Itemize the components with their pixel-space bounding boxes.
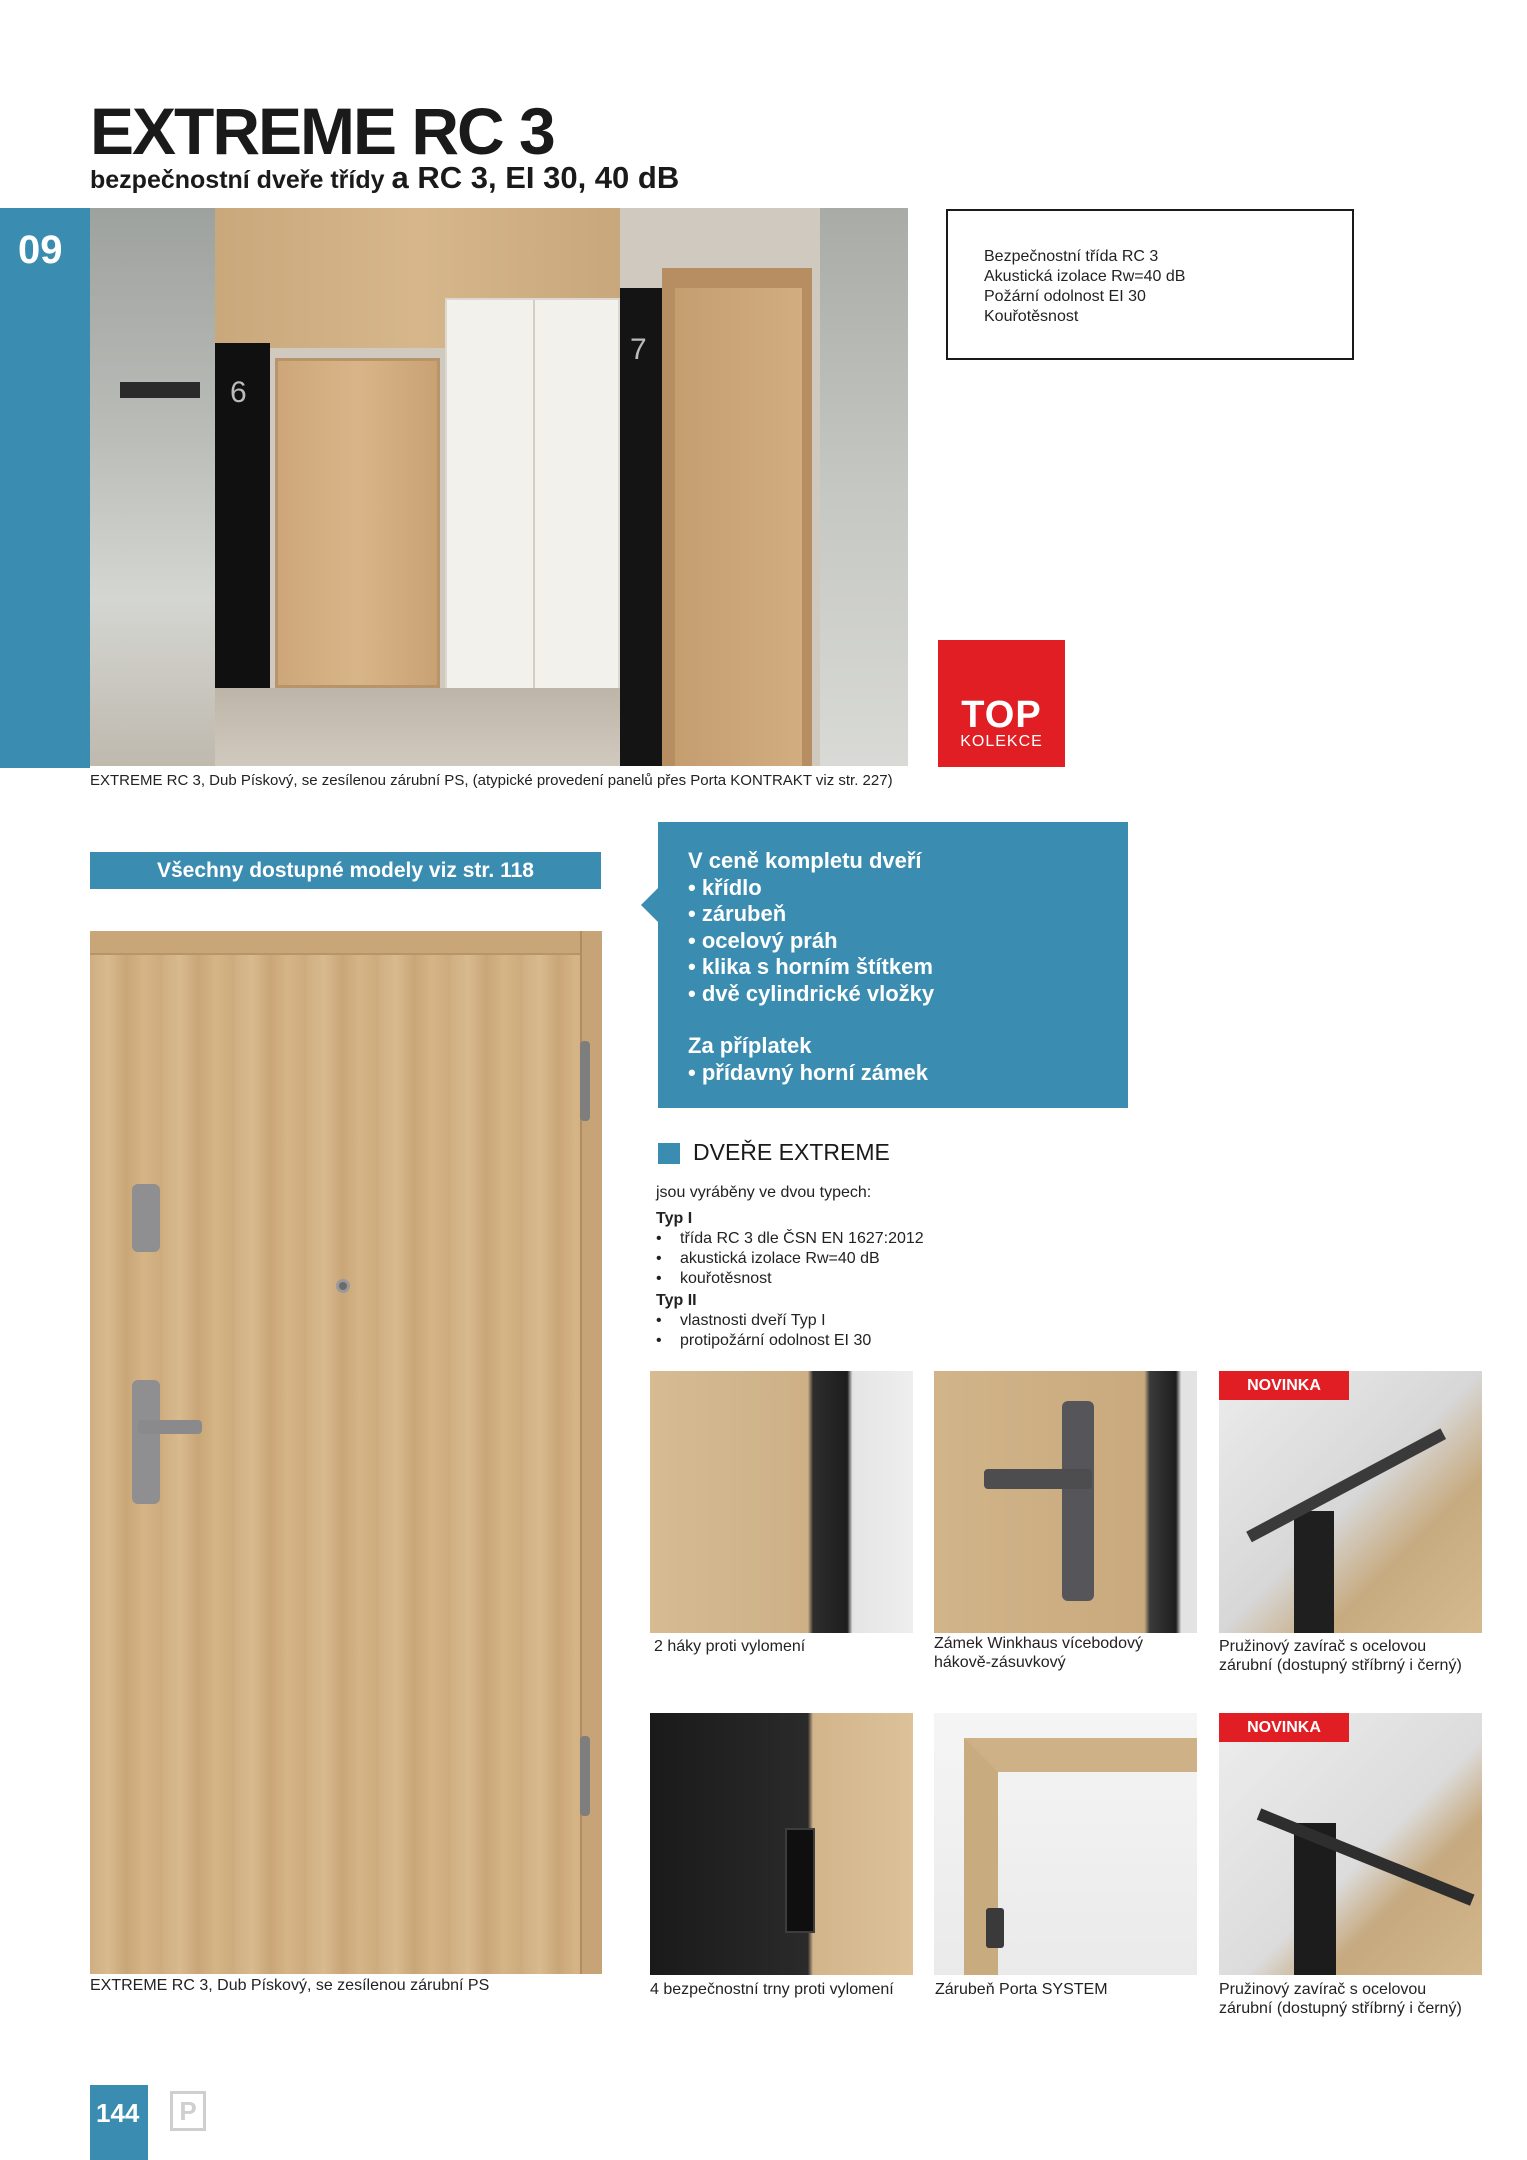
hero-door-right — [675, 288, 802, 766]
forest-wall-left — [90, 208, 215, 766]
door-handle — [138, 1420, 202, 1434]
included-item: • křídlo — [688, 874, 762, 900]
included-item: • zárubeň — [688, 901, 787, 926]
subtitle-main: a RC 3, EI 30, 40 dB — [391, 160, 680, 195]
thumb-caption: Zárubeň Porta SYSTEM — [935, 1981, 1108, 1998]
extra-heading: Za příplatek — [688, 1033, 812, 1058]
door-caption: EXTREME RC 3, Dub Pískový, se zesílenou zárubní PS — [90, 1977, 490, 1994]
section-tab — [0, 208, 90, 768]
door-number-6: 6 — [230, 376, 247, 409]
thumb-caption: 4 bezpečnostní trny proti vylomení — [650, 1981, 894, 1998]
included-heading: V ceně kompletu dveří — [688, 848, 922, 873]
badge-collection: KOLEKCE — [960, 733, 1043, 750]
hero-caption: EXTREME RC 3, Dub Pískový, se zesílenou zárubní PS, (atypické provedení panelů přes Porta KONTRAKT viz str. 227) — [90, 772, 893, 789]
porta-logo: P — [170, 2091, 206, 2131]
thumb-frame — [934, 1713, 1197, 1975]
included-item: • dvě cylindrické vložky — [688, 980, 935, 1006]
thumb-lock — [934, 1371, 1197, 1633]
hero-door-left — [275, 358, 440, 688]
type1-item: • kouřotěsnost — [656, 1270, 772, 1287]
closer-arm — [1246, 1428, 1446, 1542]
type1-item: • třída RC 3 dle ČSN EN 1627:2012 — [656, 1230, 924, 1247]
novinka-badge: NOVINKA — [1219, 1713, 1349, 1742]
door-number-7: 7 — [630, 333, 647, 366]
thumb-caption: Pružinový zavírač s ocelovou zárubní (dostupný stříbrný i černý) — [1219, 1981, 1462, 2017]
page-title: EXTREME RC 3 — [90, 94, 554, 168]
property-acoustic: Akustická izolace Rw=40 dB — [984, 268, 1186, 285]
all-models-bar: Všechny dostupné modely viz str. 118 — [90, 852, 601, 889]
strike-plate — [986, 1908, 1004, 1948]
door-handle — [984, 1469, 1092, 1489]
included-item: • klika s horním štítkem — [688, 954, 933, 979]
door-image — [90, 931, 602, 1974]
closer-arm — [1257, 1808, 1475, 1905]
included-panel-arrow — [641, 888, 658, 922]
thumb-caption: Zámek Winkhaus vícebodový hákově-zásuvkový — [934, 1635, 1143, 1671]
peephole — [336, 1279, 350, 1293]
thumb-caption: 2 háky proti vylomení — [654, 1638, 806, 1655]
subtitle-prefix: bezpečnostní dveře třídy — [90, 166, 385, 194]
floor — [215, 688, 665, 766]
page-subtitle — [90, 160, 679, 196]
extreme-intro: jsou vyráběny ve dvou typech: — [656, 1184, 872, 1201]
property-smoke: Kouřotěsnost — [984, 308, 1079, 325]
thumb-door-closer — [1219, 1371, 1482, 1633]
properties-box — [946, 209, 1354, 360]
included-panel — [658, 822, 1128, 1108]
forest-wall-right — [820, 208, 908, 766]
hero-image — [90, 208, 908, 766]
page-number: 144 — [96, 2098, 140, 2128]
type1-item: • akustická izolace Rw=40 dB — [656, 1250, 880, 1267]
property-fire: Požární odolnost EI 30 — [984, 288, 1146, 305]
wall-lamp — [120, 382, 200, 398]
security-pin — [785, 1828, 815, 1933]
upper-lock-plate — [132, 1184, 160, 1252]
thumb-security-pins — [650, 1713, 913, 1975]
thumb-caption: Pružinový zavírač s ocelovou zárubní (dostupný stříbrný i černý) — [1219, 1638, 1462, 1674]
extreme-heading: DVEŘE EXTREME — [693, 1139, 890, 1165]
property-security: Bezpečnostní třída RC 3 — [984, 248, 1159, 265]
section-number: 09 — [18, 228, 63, 272]
novinka-badge: NOVINKA — [1219, 1371, 1349, 1400]
type1-label: Typ I — [656, 1210, 693, 1227]
type2-item: • protipožární odolnost EI 30 — [656, 1332, 872, 1349]
hinge-top — [580, 1041, 590, 1121]
handle-plate — [1062, 1401, 1094, 1601]
included-item: • ocelový práh — [688, 927, 838, 953]
hinge-bottom — [580, 1736, 590, 1816]
top-collection-badge — [938, 640, 1065, 767]
steel-frame — [1294, 1511, 1334, 1633]
type2-item: • vlastnosti dveří Typ I — [656, 1312, 826, 1329]
section-marker — [658, 1143, 680, 1164]
type2-label: Typ II — [656, 1292, 697, 1309]
thumb-door-closer-2 — [1219, 1713, 1482, 1975]
extra-item: • přídavný horní zámek — [688, 1059, 928, 1085]
handle-plate — [132, 1380, 160, 1504]
thumb-hooks — [650, 1371, 913, 1633]
door-frame-top — [90, 931, 602, 955]
badge-top: TOP — [961, 694, 1042, 736]
white-cabinet — [445, 298, 620, 693]
